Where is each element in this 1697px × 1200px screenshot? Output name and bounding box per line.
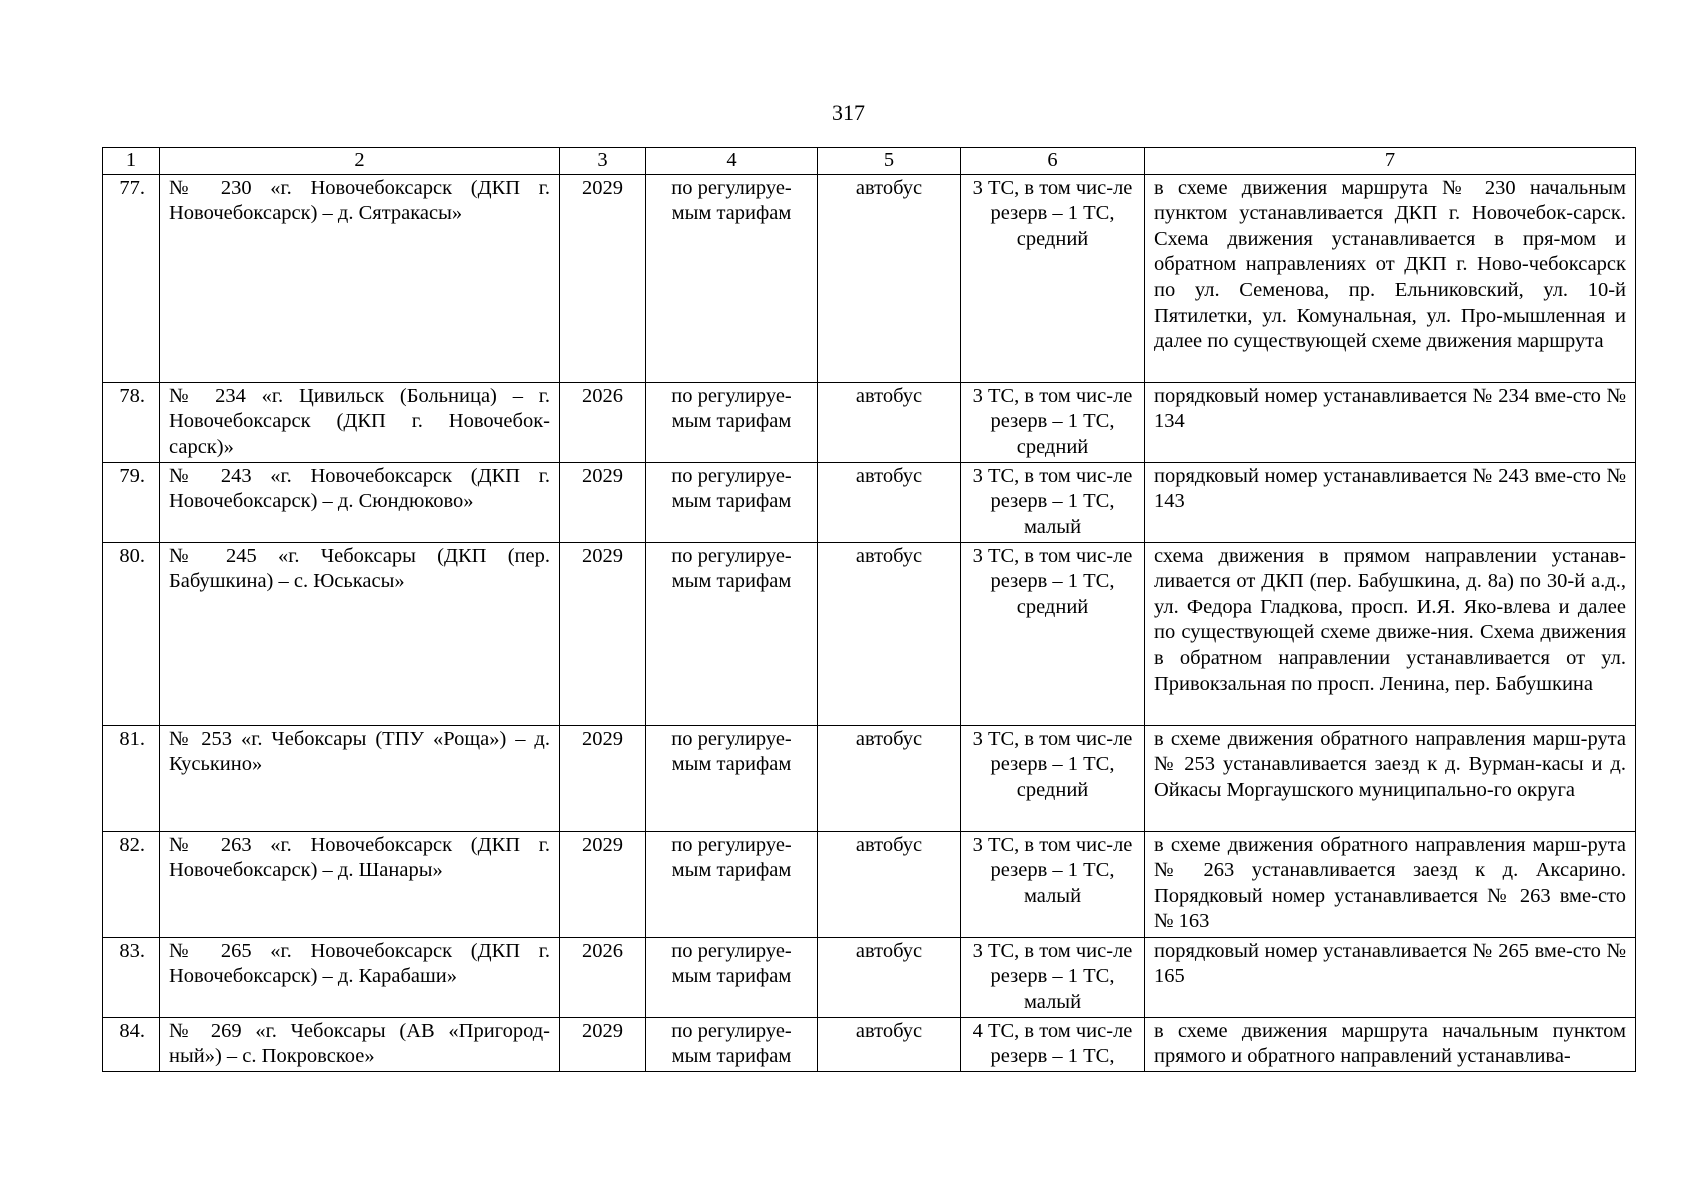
vehicle-type: автобус bbox=[818, 382, 961, 462]
vehicle-count: 3 ТС, в том чис-ле резерв – 1 ТС, средний bbox=[961, 174, 1145, 382]
route-note: в схеме движения обратного направления марш-рута № 263 устанавливается заезд к д. Аксарино. Порядковый номер устанавливается № 263 вме-сто № 163 bbox=[1145, 831, 1636, 937]
table-row bbox=[103, 937, 1636, 1017]
column-header: 7 bbox=[1145, 148, 1636, 175]
table-header-row bbox=[103, 148, 1636, 175]
route-note: схема движения в прямом направлении устанав-ливается от ДКП (пер. Бабушкина, д. 8а) по 30-й а.д., ул. Федора Гладкова, просп. И.Я. Яко-влева и далее по существующей схеме движе-ния. Схема движения в обратном направлении устанавливается от ул. Привокзальная по просп. Ленина, пер. Бабушкина bbox=[1145, 542, 1636, 725]
tariff: по регулируе-мым тарифам bbox=[646, 831, 818, 937]
row-number: 77. bbox=[103, 174, 160, 382]
table-row bbox=[103, 382, 1636, 462]
route-note: порядковый номер устанавливается № 234 вме-сто № 134 bbox=[1145, 382, 1636, 462]
vehicle-count: 3 ТС, в том чис-ле резерв – 1 ТС, малый bbox=[961, 831, 1145, 937]
vehicle-count: 3 ТС, в том чис-ле резерв – 1 ТС, малый bbox=[961, 462, 1145, 542]
tariff: по регулируе-мым тарифам bbox=[646, 1017, 818, 1071]
row-number: 78. bbox=[103, 382, 160, 462]
vehicle-type: автобус bbox=[818, 462, 961, 542]
routes-table bbox=[102, 147, 1636, 1072]
year: 2029 bbox=[560, 174, 646, 382]
column-header: 4 bbox=[646, 148, 818, 175]
route-note: порядковый номер устанавливается № 265 вме-сто № 165 bbox=[1145, 937, 1636, 1017]
page-number: 317 bbox=[832, 100, 865, 125]
vehicle-count: 3 ТС, в том чис-ле резерв – 1 ТС, средний bbox=[961, 382, 1145, 462]
vehicle-type: автобус bbox=[818, 725, 961, 831]
vehicle-type: автобус bbox=[818, 937, 961, 1017]
route-name: № 230 «г. Новочебоксарск (ДКП г. Новочебоксарск) – д. Сятракасы» bbox=[160, 174, 560, 382]
route-note: порядковый номер устанавливается № 243 вме-сто № 143 bbox=[1145, 462, 1636, 542]
vehicle-type: автобус bbox=[818, 831, 961, 937]
year: 2029 bbox=[560, 1017, 646, 1071]
year: 2026 bbox=[560, 937, 646, 1017]
year: 2029 bbox=[560, 831, 646, 937]
route-name: № 234 «г. Цивильск (Больница) – г. Новочебоксарск (ДКП г. Новочебок-сарск)» bbox=[160, 382, 560, 462]
column-header: 5 bbox=[818, 148, 961, 175]
route-name: № 245 «г. Чебоксары (ДКП (пер. Бабушкина) – с. Юськасы» bbox=[160, 542, 560, 725]
tariff: по регулируе-мым тарифам bbox=[646, 462, 818, 542]
column-header: 2 bbox=[160, 148, 560, 175]
column-header: 3 bbox=[560, 148, 646, 175]
table-row bbox=[103, 462, 1636, 542]
column-header: 1 bbox=[103, 148, 160, 175]
vehicle-count: 4 ТС, в том чис-ле резерв – 1 ТС, bbox=[961, 1017, 1145, 1071]
row-number: 81. bbox=[103, 725, 160, 831]
row-number: 83. bbox=[103, 937, 160, 1017]
vehicle-count: 3 ТС, в том чис-ле резерв – 1 ТС, средний bbox=[961, 542, 1145, 725]
row-number: 84. bbox=[103, 1017, 160, 1071]
tariff: по регулируе-мым тарифам bbox=[646, 542, 818, 725]
tariff: по регулируе-мым тарифам bbox=[646, 382, 818, 462]
route-note: в схеме движения обратного направления марш-рута № 253 устанавливается заезд к д. Вурман-касы и д. Ойкасы Моргаушского муниципально-го округа bbox=[1145, 725, 1636, 831]
tariff: по регулируе-мым тарифам bbox=[646, 174, 818, 382]
tariff: по регулируе-мым тарифам bbox=[646, 725, 818, 831]
year: 2029 bbox=[560, 725, 646, 831]
vehicle-type: автобус bbox=[818, 174, 961, 382]
year: 2029 bbox=[560, 462, 646, 542]
year: 2026 bbox=[560, 382, 646, 462]
table-row bbox=[103, 1017, 1636, 1071]
column-header: 6 bbox=[961, 148, 1145, 175]
route-name: № 243 «г. Новочебоксарск (ДКП г. Новочебоксарск) – д. Сюндюково» bbox=[160, 462, 560, 542]
table-row bbox=[103, 174, 1636, 382]
route-name: № 269 «г. Чебоксары (АВ «Пригород-ный») – с. Покровское» bbox=[160, 1017, 560, 1071]
table-row bbox=[103, 831, 1636, 937]
year: 2029 bbox=[560, 542, 646, 725]
vehicle-count: 3 ТС, в том чис-ле резерв – 1 ТС, малый bbox=[961, 937, 1145, 1017]
table-row bbox=[103, 542, 1636, 725]
route-name: № 265 «г. Новочебоксарск (ДКП г. Новочебоксарск) – д. Карабаши» bbox=[160, 937, 560, 1017]
vehicle-count: 3 ТС, в том чис-ле резерв – 1 ТС, средний bbox=[961, 725, 1145, 831]
tariff: по регулируе-мым тарифам bbox=[646, 937, 818, 1017]
row-number: 79. bbox=[103, 462, 160, 542]
row-number: 80. bbox=[103, 542, 160, 725]
table-row bbox=[103, 725, 1636, 831]
route-name: № 263 «г. Новочебоксарск (ДКП г. Новочебоксарск) – д. Шанары» bbox=[160, 831, 560, 937]
route-note: в схеме движения маршрута № 230 начальным пунктом устанавливается ДКП г. Новочебок-сарск. Схема движения устанавливается в пря-мом и обратном направлениях от ДКП г. Ново-чебоксарск по ул. Семенова, пр. Ельниковский, ул. 10-й Пятилетки, ул. Комунальная, ул. Про-мышленная и далее по существующей схеме движения маршрута bbox=[1145, 174, 1636, 382]
route-name: № 253 «г. Чебоксары (ТПУ «Роща») – д. Куськино» bbox=[160, 725, 560, 831]
row-number: 82. bbox=[103, 831, 160, 937]
route-note: в схеме движения маршрута начальным пунктом прямого и обратного направлений устанавлива- bbox=[1145, 1017, 1636, 1071]
vehicle-type: автобус bbox=[818, 542, 961, 725]
vehicle-type: автобус bbox=[818, 1017, 961, 1071]
